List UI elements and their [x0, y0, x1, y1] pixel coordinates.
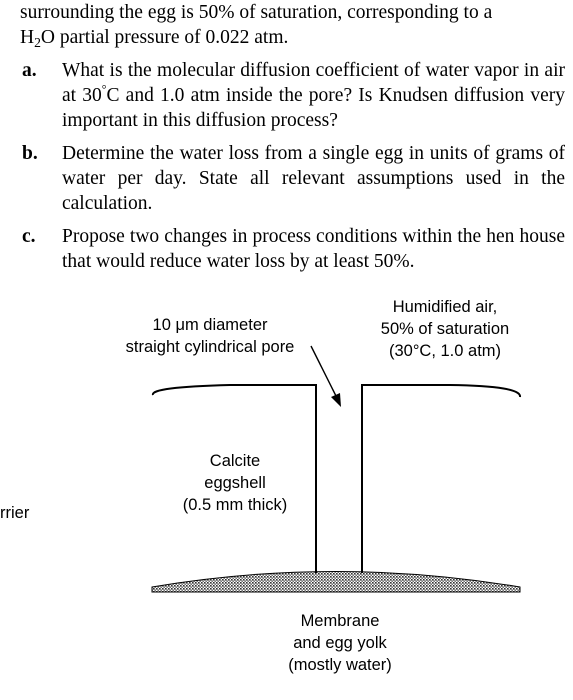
- question-a-label: a.: [22, 60, 37, 81]
- membrane-region: [152, 572, 520, 593]
- intro-line-2-sub: 2: [34, 35, 41, 51]
- question-b-label: b.: [22, 143, 38, 164]
- question-c-label: c.: [22, 226, 36, 247]
- question-b-text: Determine the water loss from a single egg in units of grams of water per day. State all relevant assumptions used in the calculation.: [62, 143, 565, 214]
- shell-label: Calcite eggshell (0.5 mm thick): [182, 452, 288, 514]
- intro-line-2-h: H: [20, 27, 35, 48]
- shell-surface-right: [362, 385, 520, 573]
- intro-line-1: surrounding the egg is 50% of saturation, corresponding to a: [20, 2, 493, 23]
- question-a-text-2: C and 1.0 atm inside the pore? Is Knudsen diffusion very important in this diffusion process?: [62, 85, 565, 131]
- left-fragment-label: rrier: [0, 504, 30, 522]
- pore-pointer-arrowhead: [331, 393, 341, 407]
- question-a-degree: °: [101, 82, 107, 96]
- air-label: Humidified air, 50% of saturation (30°C, 1.0 atm): [380, 298, 510, 360]
- membrane-label: Membrane and egg yolk (mostly water): [288, 612, 392, 674]
- pore-label: 10 μm diameter straight cylindrical pore: [125, 316, 295, 356]
- question-c-text: Propose two changes in process conditions within the hen house that would reduce water loss by at least 50%.: [62, 226, 565, 272]
- intro-line-2-rest: O partial pressure of 0.022 atm.: [40, 27, 289, 48]
- question-a-text-1: What is the molecular diffusion coefficient of water vapor in air at 30: [62, 60, 565, 106]
